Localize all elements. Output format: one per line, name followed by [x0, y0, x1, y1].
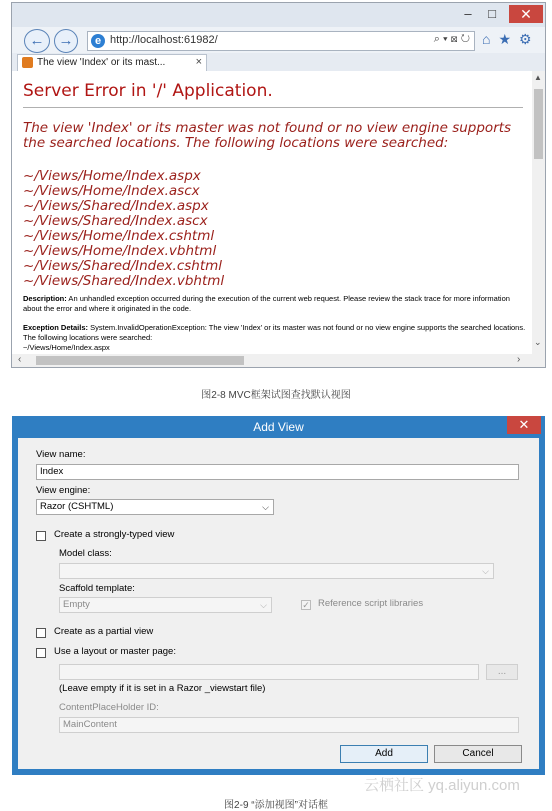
dialog-title: Add View — [253, 420, 304, 434]
reference-scripts-checkbox[interactable]: ✓ — [302, 600, 310, 610]
chevron-down-icon: ⌵ — [260, 600, 267, 610]
reference-scripts-label: Reference script libraries — [318, 598, 424, 609]
add-view-dialog — [12, 416, 545, 775]
view-engine-value: Razor (CSHTML) — [40, 501, 114, 512]
error-message: The view 'Index' or its master was not found or no view engine supports the searched locations. The following locations were searched: — [23, 120, 512, 151]
home-favorites-settings-icons[interactable]: ⌂★⚙ — [482, 31, 540, 47]
browser-titlebar — [12, 3, 545, 27]
figure-caption-1: 图2-8 MVC框架试图查找默认视图 — [201, 390, 351, 401]
add-button[interactable]: Add — [340, 745, 428, 763]
ie-page-icon: e — [91, 34, 105, 48]
placeholder-id-input[interactable] — [59, 717, 519, 733]
chevron-down-icon: ⌵ — [262, 502, 269, 512]
scroll-up-icon[interactable]: ▲ — [534, 73, 542, 82]
minimize-button[interactable]: – — [464, 6, 472, 21]
view-engine-select[interactable] — [36, 499, 274, 515]
searched-path: ~/Views/Shared/Index.vbhtml — [23, 273, 225, 289]
dialog-close-button[interactable]: ✕ — [507, 416, 541, 434]
searched-path: ~/Views/Shared/Index.aspx — [23, 198, 209, 214]
tab-active[interactable] — [17, 54, 207, 71]
description-label: Description: — [23, 294, 67, 303]
error-title: Server Error in '/' Application. — [23, 81, 273, 101]
searched-path: ~/Views/Home/Index.aspx — [23, 168, 201, 184]
searched-path: ~/Views/Home/Index.cshtml — [23, 228, 215, 244]
horizontal-scroll-thumb[interactable] — [36, 356, 244, 365]
browser-window — [11, 2, 546, 368]
forward-button[interactable]: → — [54, 29, 78, 53]
layout-hint: (Leave empty if it is set in a Razor _viewstart file) — [59, 683, 266, 694]
url-text: http://localhost:61982/ — [110, 34, 218, 46]
dialog-body — [18, 438, 539, 769]
view-name-value: Index — [40, 466, 64, 477]
layout-page-label: Use a layout or master page: — [54, 646, 176, 657]
vertical-scrollbar[interactable] — [532, 71, 545, 354]
searched-path: ~/Views/Shared/Index.cshtml — [23, 258, 223, 274]
strongly-typed-checkbox[interactable] — [36, 531, 46, 541]
divider — [23, 107, 523, 108]
back-button[interactable]: ← — [24, 29, 50, 53]
placeholder-id-label: ContentPlaceHolder ID: — [59, 702, 159, 713]
address-bar-icons[interactable]: ⌕ ▾ ⊠ ↻ — [433, 33, 470, 45]
address-bar[interactable] — [87, 31, 475, 51]
chevron-down-icon: ⌵ — [482, 566, 489, 576]
partial-view-checkbox[interactable] — [36, 628, 46, 638]
navigation-bar — [12, 27, 545, 53]
maximize-button[interactable]: □ — [488, 6, 496, 21]
model-class-select[interactable] — [59, 563, 494, 579]
tab-label: The view 'Index' or its mast... — [37, 57, 166, 68]
tab-close-icon[interactable]: × — [195, 56, 202, 68]
searched-path: ~/Views/Shared/Index.ascx — [23, 213, 208, 229]
searched-path: ~/Views/Home/Index.ascx — [23, 183, 200, 199]
layout-page-checkbox[interactable] — [36, 648, 46, 658]
exception-text: System.InvalidOperationException: The view 'Index' or its master was not found or no view engine supports the searched locations. The following locations were searched: — [23, 323, 526, 342]
view-name-label: View name: — [36, 449, 86, 460]
placeholder-id-value: MainContent — [63, 719, 117, 730]
watermark: 云栖社区 yq.aliyun.com — [364, 777, 520, 794]
close-window-button[interactable]: ✕ — [509, 5, 543, 23]
description — [23, 294, 528, 314]
scaffold-template-select[interactable] — [59, 597, 272, 613]
page-content — [12, 71, 532, 354]
model-class-label: Model class: — [59, 548, 112, 559]
exception-path: ~/Views/Home/Index.aspx — [23, 343, 110, 352]
scaffold-template-value: Empty — [63, 599, 90, 610]
exception-label: Exception Details: — [23, 323, 89, 332]
browse-button[interactable]: ... — [486, 664, 518, 680]
view-name-input[interactable] — [36, 464, 519, 480]
layout-page-input[interactable] — [59, 664, 479, 680]
scroll-down-icon[interactable]: ⌄ — [534, 337, 542, 347]
figure-caption-2: 图2-9 “添加视图”对话框 — [224, 800, 328, 811]
horizontal-scrollbar[interactable] — [12, 354, 532, 367]
scroll-left-icon[interactable]: ‹ — [18, 354, 22, 365]
vertical-scroll-thumb[interactable] — [534, 89, 543, 159]
description-text: An unhandled exception occurred during the execution of the current web request. Please review the stack trace for more information about the error and where it originated in the code. — [23, 294, 510, 313]
strongly-typed-label: Create a strongly-typed view — [54, 529, 175, 540]
partial-view-label: Create as a partial view — [54, 626, 154, 637]
scaffold-template-label: Scaffold template: — [59, 583, 135, 594]
scroll-right-icon[interactable]: › — [517, 354, 521, 365]
tab-strip — [12, 53, 545, 72]
searched-path: ~/Views/Home/Index.vbhtml — [23, 243, 217, 259]
cancel-button[interactable]: Cancel — [434, 745, 522, 763]
tab-favicon-icon — [22, 57, 33, 68]
view-engine-label: View engine: — [36, 485, 91, 496]
exception-details — [23, 323, 528, 343]
